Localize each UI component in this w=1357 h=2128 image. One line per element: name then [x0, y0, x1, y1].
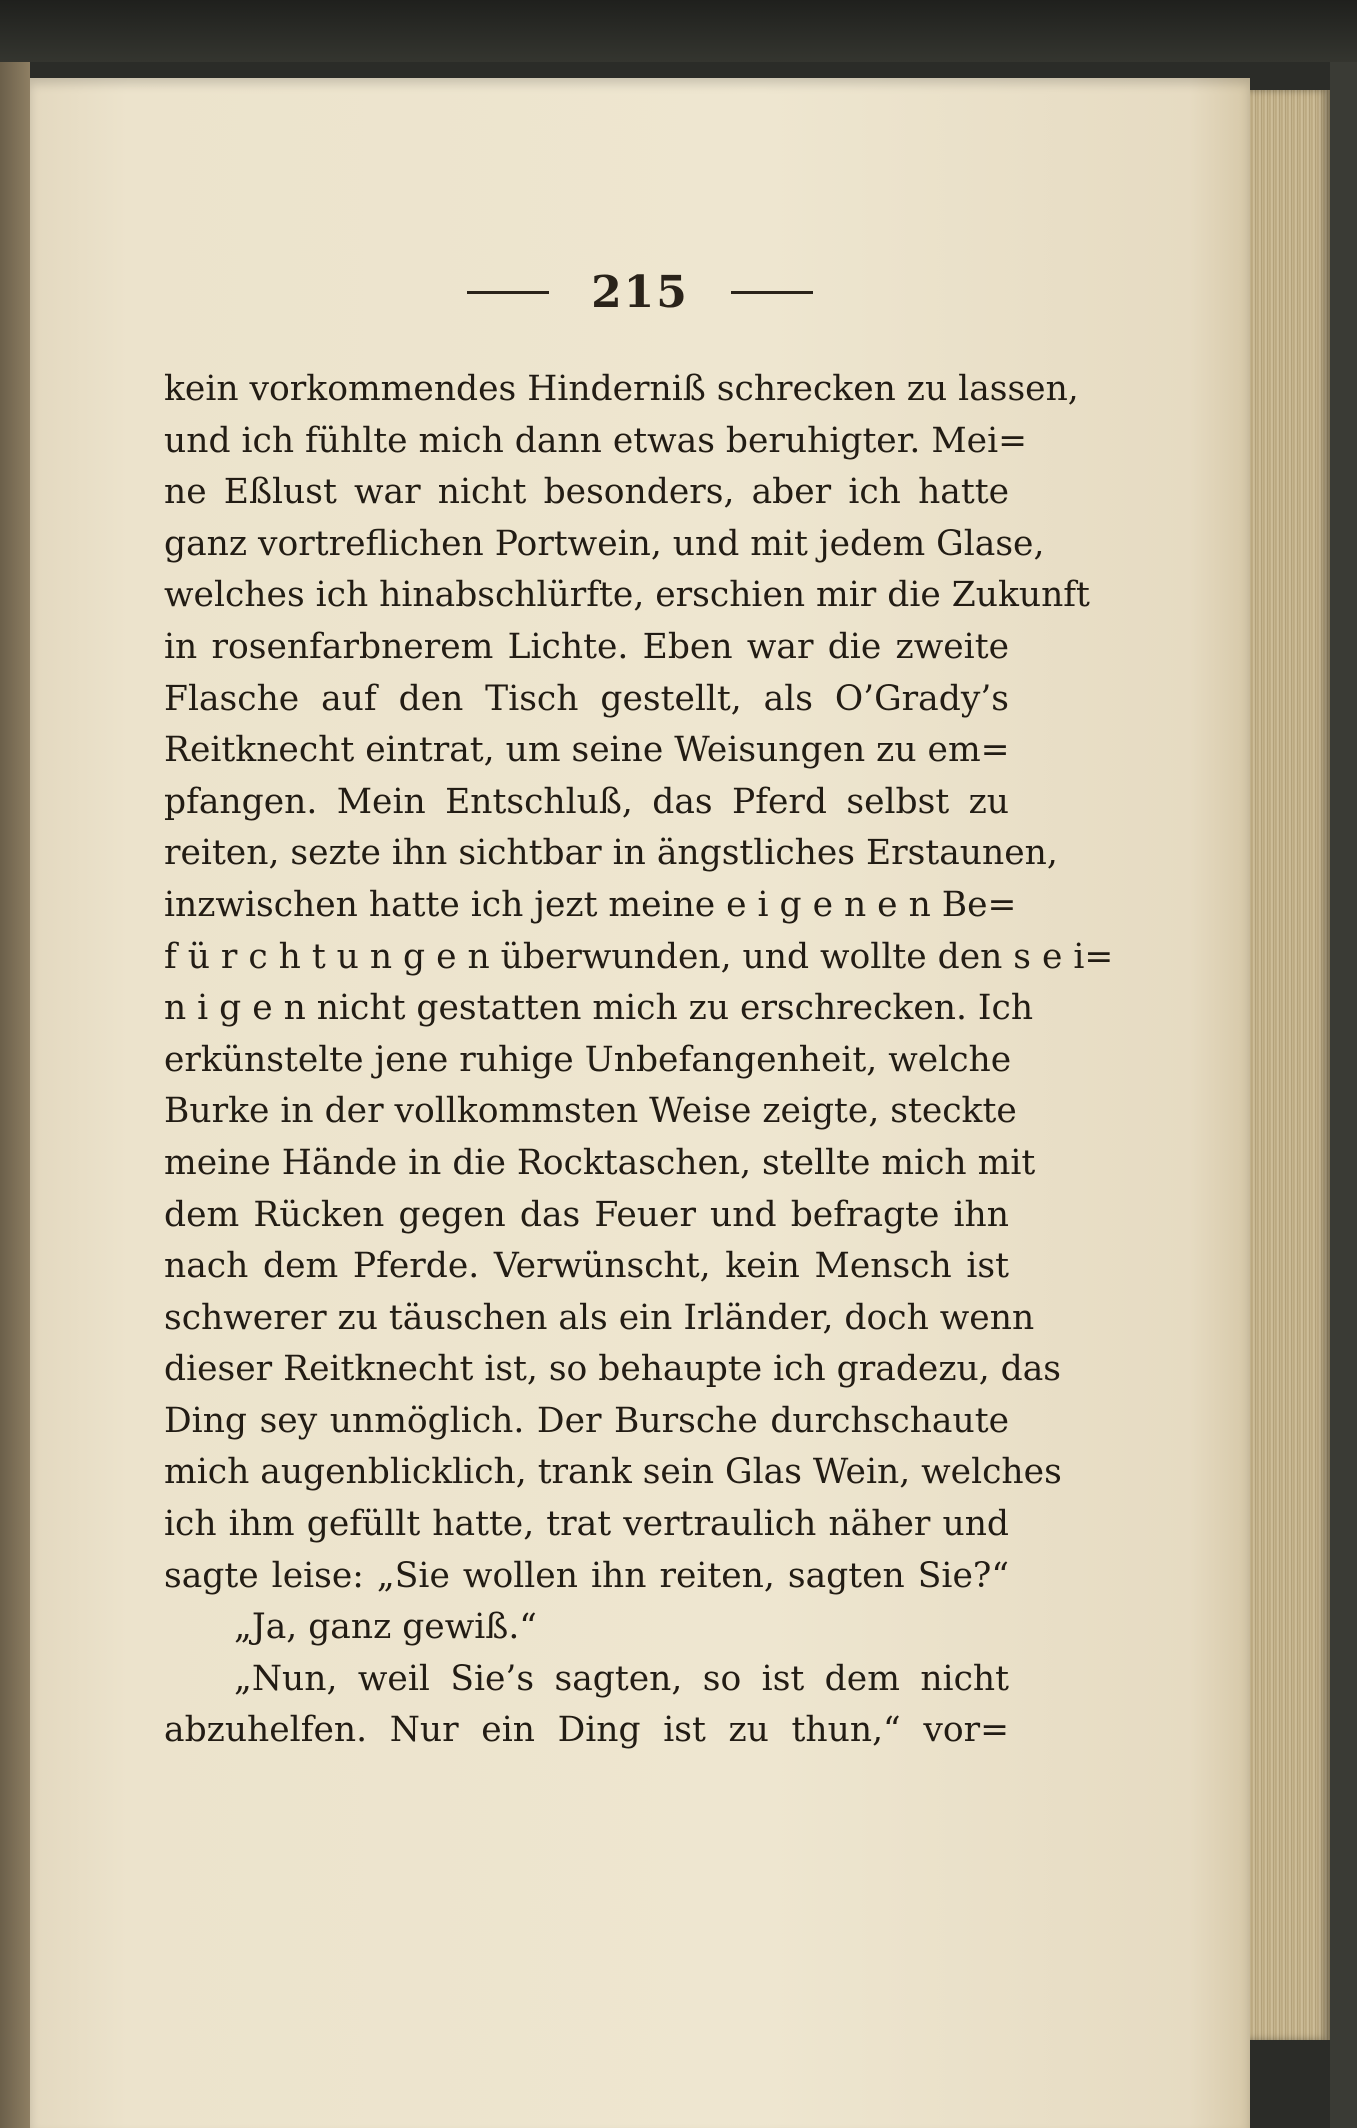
- text-line: reiten, sezte ihn sichtbar in ängstliches Erstaunen,: [164, 833, 1058, 874]
- text-line: Reitknecht eintrat, um seine Weisungen zu em=: [164, 730, 1010, 771]
- text-line: welches ich hinabschlürfte, erschien mir die Zukunft: [164, 575, 1090, 616]
- text-line: n i g e n nicht gestatten mich zu erschrecken. Ich: [164, 988, 1034, 1029]
- text-line: erkünstelte jene ruhige Unbefangenheit, welche: [164, 1039, 1012, 1080]
- text-line: ne Eßlust war nicht besonders, aber ich hatte: [164, 472, 1009, 513]
- text-line: Flasche auf den Tisch gestellt, als O’Grady’s: [164, 678, 1009, 719]
- text-line: abzuhelfen. Nur ein Ding ist zu thun,“ vor=: [164, 1710, 1009, 1751]
- text-line: inzwischen hatte ich jezt meine e i g e n e n Be=: [164, 884, 1017, 925]
- text-line: meine Hände in die Rocktaschen, stellte mich mit: [164, 1142, 1036, 1183]
- text-line: ganz vortreflichen Portwein, und mit jedem Glase,: [164, 523, 1045, 564]
- header-dash-right: [731, 291, 813, 294]
- page-number: 215: [591, 266, 689, 318]
- text-line: mich augenblicklich, trank sein Glas Wein, welches: [164, 1452, 1062, 1493]
- book-left-cover: [0, 62, 30, 2128]
- text-line: f ü r c h t u n g e n überwunden, und wollte den s e i=: [164, 936, 1114, 977]
- text-line: „Nun, weil Sie’s sagten, so ist dem nicht: [234, 1658, 1009, 1699]
- text-line: „Ja, ganz gewiß.“: [234, 1607, 537, 1648]
- text-line: sagte leise: „Sie wollen ihn reiten, sagten Sie?“: [164, 1555, 1009, 1596]
- text-line: schwerer zu täuschen als ein Irländer, doch wenn: [164, 1297, 1035, 1338]
- book-top-edge: [0, 0, 1357, 62]
- text-line: dem Rücken gegen das Feuer und befragte ihn: [164, 1194, 1009, 1235]
- text-line: und ich fühlte mich dann etwas beruhigter. Mei=: [164, 420, 1028, 461]
- text-line: pfangen. Mein Entschluß, das Pferd selbst zu: [164, 781, 1009, 822]
- page-header: [30, 262, 1250, 322]
- text-line: ich ihm gefüllt hatte, trat vertraulich näher und: [164, 1504, 1009, 1545]
- text-line: kein vorkommendes Hinderniß schrecken zu lassen,: [164, 369, 1079, 409]
- header-dash-left: [467, 291, 549, 294]
- body-text: [164, 364, 1114, 1757]
- text-line: Ding sey unmöglich. Der Bursche durchschaute: [164, 1400, 1009, 1441]
- page-edges: [1250, 90, 1330, 2040]
- text-line: in rosenfarbnerem Lichte. Eben war die zweite: [164, 626, 1009, 667]
- text-line: dieser Reitknecht ist, so behaupte ich gradezu, das: [164, 1349, 1062, 1390]
- text-line: nach dem Pferde. Verwünscht, kein Mensch ist: [164, 1246, 1009, 1287]
- text-line: Burke in der vollkommsten Weise zeigte, steckte: [164, 1091, 1017, 1132]
- book-right-cover: [1330, 62, 1357, 2128]
